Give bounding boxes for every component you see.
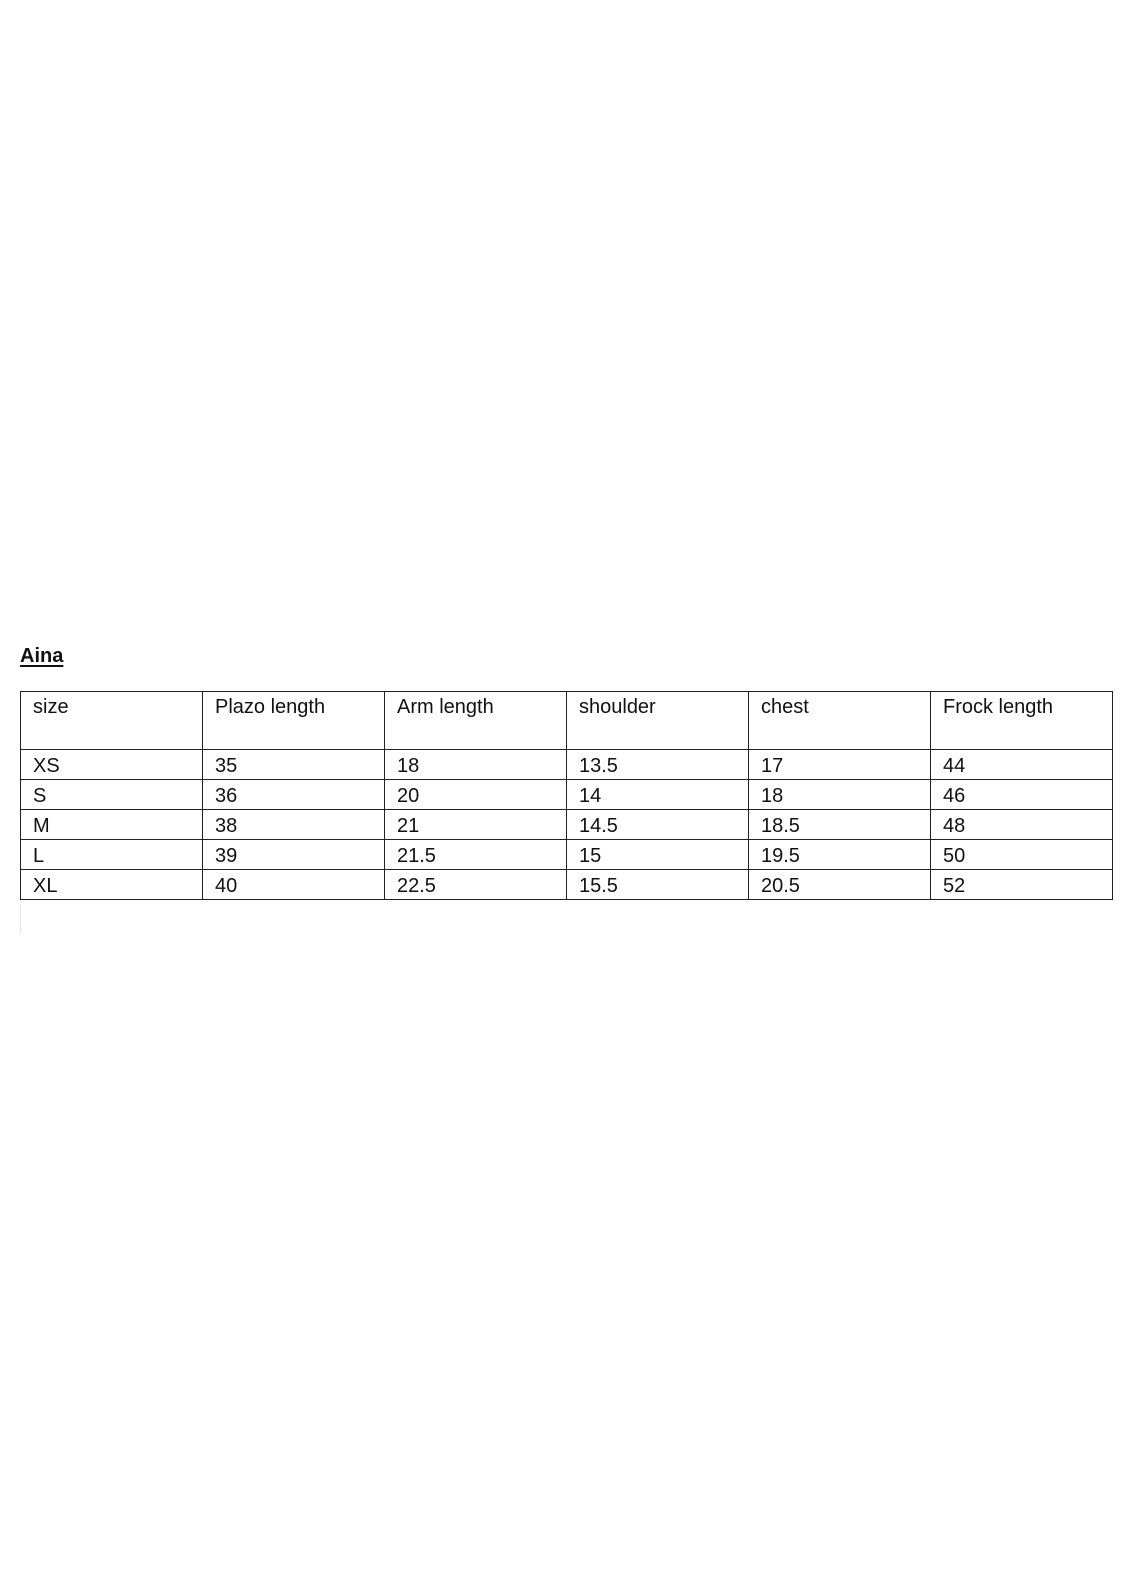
table-header-row xyxy=(21,692,1113,750)
table-cell: S xyxy=(21,780,203,810)
table-cell: 15 xyxy=(567,840,749,870)
table-cell: 14.5 xyxy=(567,810,749,840)
header-cell-frock-length: Frock length xyxy=(931,692,1113,750)
table-cell: 13.5 xyxy=(567,750,749,780)
table-cell: 36 xyxy=(203,780,385,810)
table-cell: 40 xyxy=(203,870,385,900)
table-cell: 19.5 xyxy=(749,840,931,870)
table-cell: 17 xyxy=(749,750,931,780)
table-cell: 14 xyxy=(567,780,749,810)
table-cell: M xyxy=(21,810,203,840)
table-cell: XL xyxy=(21,870,203,900)
size-chart-table xyxy=(20,691,1113,900)
table-cell: 44 xyxy=(931,750,1113,780)
document-title: Aina xyxy=(20,645,64,667)
table-cell: 20 xyxy=(385,780,567,810)
table-cell: 52 xyxy=(931,870,1113,900)
header-cell-shoulder: shoulder xyxy=(567,692,749,750)
table-cell: 15.5 xyxy=(567,870,749,900)
table-cell: 35 xyxy=(203,750,385,780)
header-cell-plazo-length: Plazo length xyxy=(203,692,385,750)
table-row xyxy=(21,870,1113,900)
table-cell: 21 xyxy=(385,810,567,840)
header-cell-chest: chest xyxy=(749,692,931,750)
table-cell: 38 xyxy=(203,810,385,840)
table-cell: 20.5 xyxy=(749,870,931,900)
table-cell: 39 xyxy=(203,840,385,870)
table-cell: L xyxy=(21,840,203,870)
table-row xyxy=(21,810,1113,840)
table-cell: 21.5 xyxy=(385,840,567,870)
table-cell: 18 xyxy=(385,750,567,780)
header-cell-size: size xyxy=(21,692,203,750)
table-cell: 48 xyxy=(931,810,1113,840)
table-cell: 18 xyxy=(749,780,931,810)
table-row xyxy=(21,750,1113,780)
table-cell: 50 xyxy=(931,840,1113,870)
table-cell: 18.5 xyxy=(749,810,931,840)
table-cell: XS xyxy=(21,750,203,780)
table-cell: 22.5 xyxy=(385,870,567,900)
table-cell: 46 xyxy=(931,780,1113,810)
table-row xyxy=(21,780,1113,810)
faint-divider xyxy=(20,904,21,934)
table-row xyxy=(21,840,1113,870)
header-cell-arm-length: Arm length xyxy=(385,692,567,750)
